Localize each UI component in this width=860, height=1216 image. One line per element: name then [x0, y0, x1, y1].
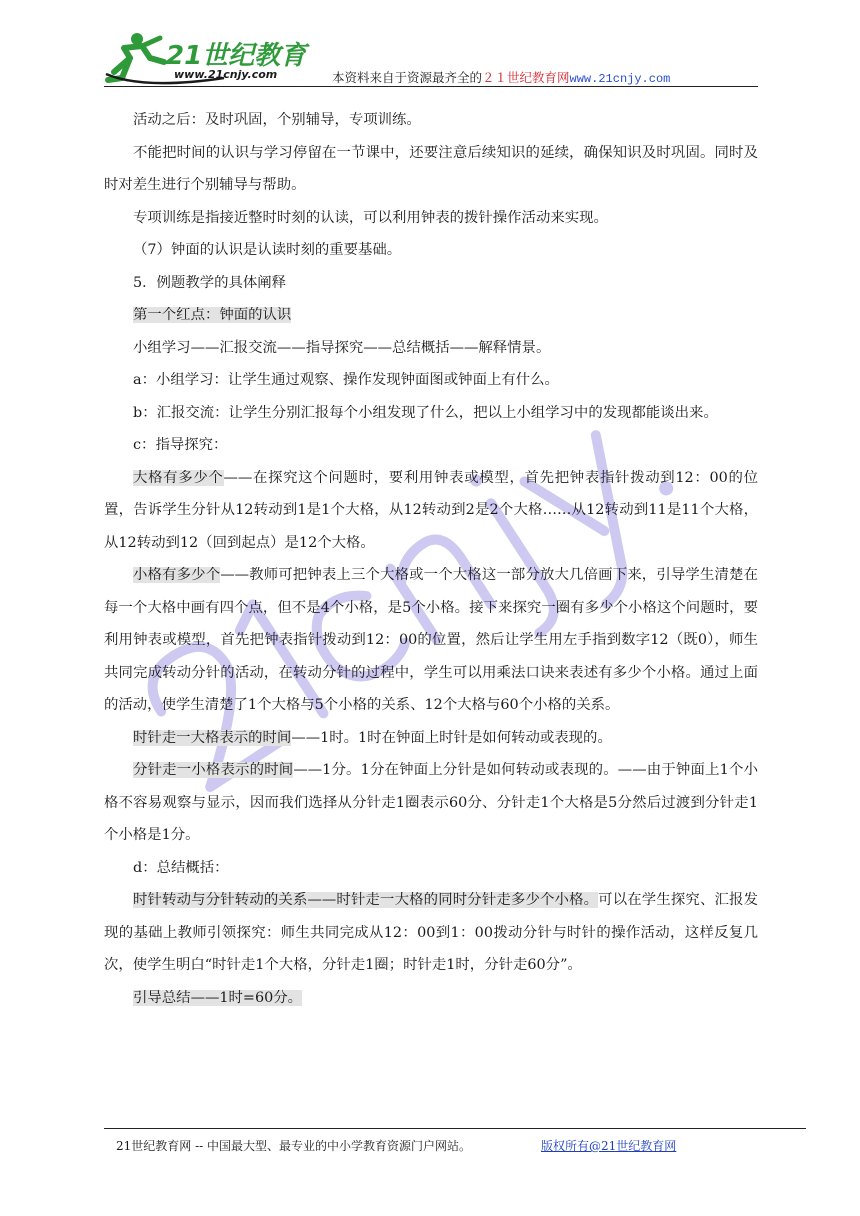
paragraph	[104, 754, 758, 852]
paragraph-text: ——1分。1分在钟面上分针是如何转动或表现的。——由于钟面上1个小格不容易观察与显示，因而我们选择从分针走1圈表示60分、分针走1个大格是5分然后过渡到分针走1个小格是1分。	[104, 762, 758, 843]
paragraph-text: ——在探究这个问题时，要利用钟表或模型，首先把钟表指针拨动到12：00的位置，告诉学生分针从12转动到1是1个大格，从12转动到2是2个大格……从12转动到11是11个大格，从12转动到12（回到起点）是12个大格。	[104, 469, 758, 551]
paragraph: 5．例题教学的具体阐释	[133, 274, 287, 291]
paragraph: a：小组学习：让学生通过观察、操作发现钟面图或钟面上有什么。	[133, 372, 559, 388]
header-divider	[104, 86, 758, 87]
logo-url: www.21cnjy.com	[174, 68, 278, 81]
highlight-phrase: 引导总结——1时=60分。	[133, 989, 303, 1006]
highlight-phrase: 分针走一小格表示的时间	[133, 762, 294, 778]
paragraph	[104, 722, 758, 755]
document-body	[104, 104, 758, 1014]
highlight-phrase: 小格有多少个	[133, 567, 221, 583]
page-header	[104, 28, 758, 88]
highlight-heading: 第一个红点：钟面的认识	[133, 307, 292, 323]
paragraph-text: 可以在学生探究、汇报发现的基础上教师引领探究：师生共同完成从12：00到1：00拨动分针与时针的操作活动，这样反复几次，使学生明白“时针走1个大格，分针走1圈；时针走1时，分针走60分”。	[104, 892, 758, 973]
highlight-phrase: 大格有多少个	[133, 469, 224, 486]
paragraph: 专项训练是指接近整时时刻的认读，可以利用钟表的拨针操作活动来实现。	[133, 209, 608, 226]
source-url[interactable]: www.21cnjy.com	[569, 72, 671, 86]
paragraph: 活动之后：及时巩固，个别辅导，专项训练。	[133, 112, 421, 128]
source-prefix: 本资料来自于资源最齐全的	[332, 70, 483, 85]
footer-divider	[104, 1128, 806, 1129]
site-logo	[104, 28, 314, 86]
paragraph: b：汇报交流：让学生分别汇报每个小组发现了什么，把以上小组学习中的发现都能谈出来。	[133, 404, 718, 421]
paragraph-text: ——1时。1时在钟面上时针是如何转动或表现的。	[291, 729, 612, 746]
paragraph	[104, 982, 758, 1015]
copyright-link[interactable]: 版权所有@21世纪教育网	[541, 1139, 677, 1153]
paragraph: d：总结概括：	[133, 859, 229, 876]
paragraph: 不能把时间的认识与学习停留在一节课中，还要注意后续知识的延续，确保知识及时巩固。同时及时对差生进行个别辅导与帮助。	[104, 144, 758, 193]
highlight-phrase: 时针转动与分针转动的关系——时针走一大格的同时分针走多少个小格。	[133, 892, 599, 908]
paragraph	[104, 559, 758, 722]
highlight-phrase: 时针走一大格表示的时间	[133, 729, 292, 746]
paragraph-text: ——教师可把钟表上三个大格或一个大格这一部分放大几倍画下来，引导学生清楚在每一个大格中画有四个点，但不是4个小格，是5个小格。接下来探究一圈有多少个小格这个问题时，要利用钟表或模型，首先把钟表指针拨动到12：00的位置，然后让学生用左手指到数字12（既0），师生共同完成转动分针的活动，在转动分针的过程中，学生可以用乘法口诀来表述有多少个小格。通过上面的活动，使学生清楚了1个大格与5个小格的关系、12个大格与60个小格的关系。	[104, 567, 758, 713]
paragraph: c：指导探究：	[133, 437, 228, 453]
paragraph	[104, 299, 758, 332]
logo-text: 21世纪教育	[166, 41, 307, 71]
footer-text: 21世纪教育网 -- 中国最大型、最专业的中小学教育资源门户网站。	[116, 1139, 472, 1153]
paragraph	[104, 462, 758, 560]
paragraph: 小组学习——汇报交流——指导探究——总结概括——解释情景。	[133, 339, 551, 356]
paragraph	[104, 884, 758, 982]
source-site: ２１世纪教育网	[482, 70, 570, 85]
paragraph: （7）钟面的认识是认读时刻的重要基础。	[133, 242, 402, 258]
source-line	[332, 68, 670, 86]
